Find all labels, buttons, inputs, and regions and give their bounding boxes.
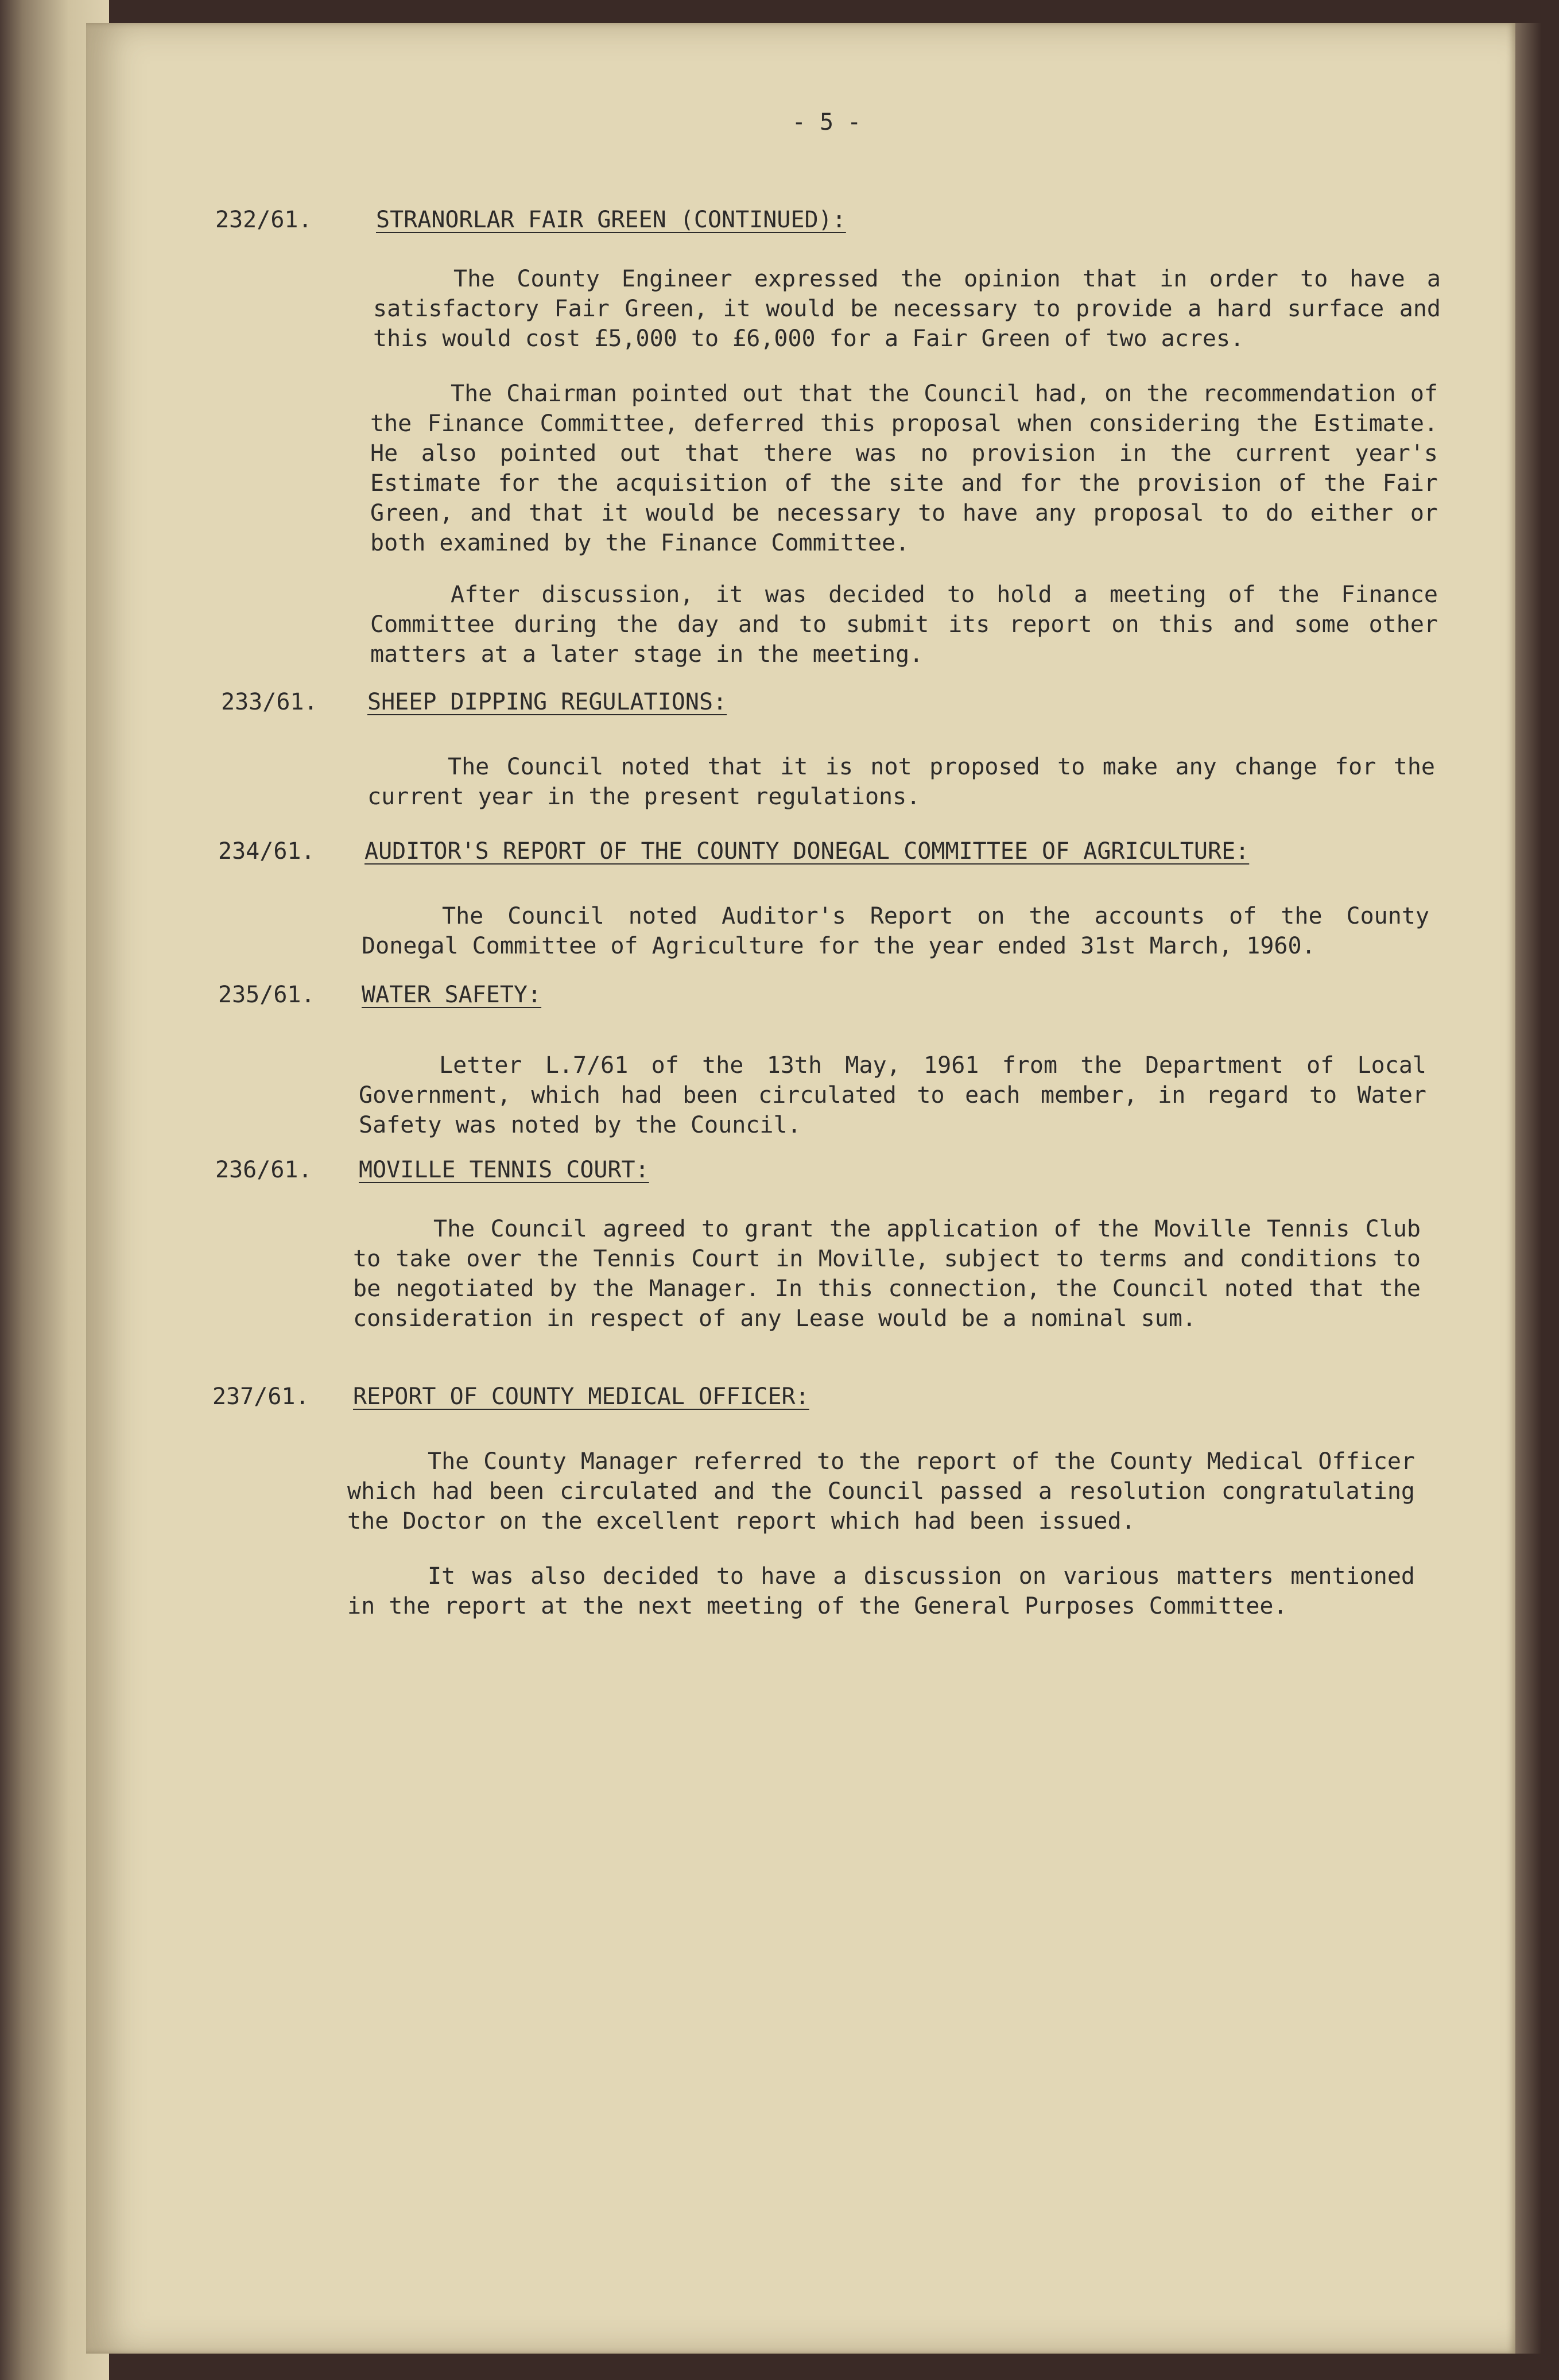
- minute-title: AUDITOR'S REPORT OF THE COUNTY DONEGAL COMMITTEE OF AGRICULTURE:: [364, 838, 1250, 865]
- minute-paragraph: The County Engineer expressed the opinion that in order to have a satisfactory Fair Green, it would be necessary to provide a hard surface and this would cost £5,000 to £6,000 for a Fair Green of two acres.: [373, 266, 1441, 352]
- minute-paragraph: The Council noted that it is not proposed to make any change for the current year in the present regulations.: [367, 754, 1435, 810]
- minute-paragraph: The Chairman pointed out that the Council had, on the recommendation of the Finance Committee, deferred this proposal when considering the Estimate. He also pointed out that there was no provision in the current year's Estimate for the acquisition of the site and for the provision of the Fair Green, and that it would be necessary to have any proposal to do either or both examined by the Finance Committee.: [370, 381, 1438, 556]
- page-number: - 5 -: [792, 109, 862, 135]
- minute-paragraph: The Council agreed to grant the application of the Moville Tennis Club to take over the Tennis Court in Moville, subject to terms and conditions to be negotiated by the Manager. In this connection, the Council noted that the consideration in respect of any Lease would be a nominal sum.: [353, 1216, 1421, 1332]
- minute-title: MOVILLE TENNIS COURT:: [359, 1157, 649, 1183]
- minute-number: 234/61.: [218, 838, 315, 865]
- minute-number: 237/61.: [212, 1383, 309, 1410]
- minute-title: STRANORLAR FAIR GREEN (CONTINUED):: [376, 207, 846, 233]
- minute-paragraph: Letter L.7/61 of the 13th May, 1961 from the Department of Local Government, which had been circulated to each member, in regard to Water Safety was noted by the Council.: [359, 1052, 1426, 1138]
- minute-number: 233/61.: [221, 689, 318, 715]
- minute-title: REPORT OF COUNTY MEDICAL OFFICER:: [353, 1383, 809, 1410]
- minute-paragraph: After discussion, it was decided to hold a meeting of the Finance Committee during the day and to submit its report on this and some other matters at a later stage in the meeting.: [370, 582, 1438, 668]
- minute-paragraph: The Council noted Auditor's Report on the accounts of the County Donegal Committee of Agriculture for the year ended 31st March, 1960.: [362, 903, 1429, 959]
- minute-number: 236/61.: [215, 1157, 312, 1183]
- minute-title: WATER SAFETY:: [362, 982, 542, 1008]
- minute-number: 235/61.: [218, 982, 315, 1008]
- minute-title: SHEEP DIPPING REGULATIONS:: [367, 689, 727, 715]
- minute-paragraph: It was also decided to have a discussion on various matters mentioned in the report at the next meeting of the General Purposes Committee.: [347, 1563, 1415, 1619]
- minute-number: 232/61.: [215, 207, 312, 233]
- minute-paragraph: The County Manager referred to the report of the County Medical Officer which had been circulated and the Council passed a resolution congratulating the Doctor on the excellent report which had been issued.: [347, 1448, 1415, 1534]
